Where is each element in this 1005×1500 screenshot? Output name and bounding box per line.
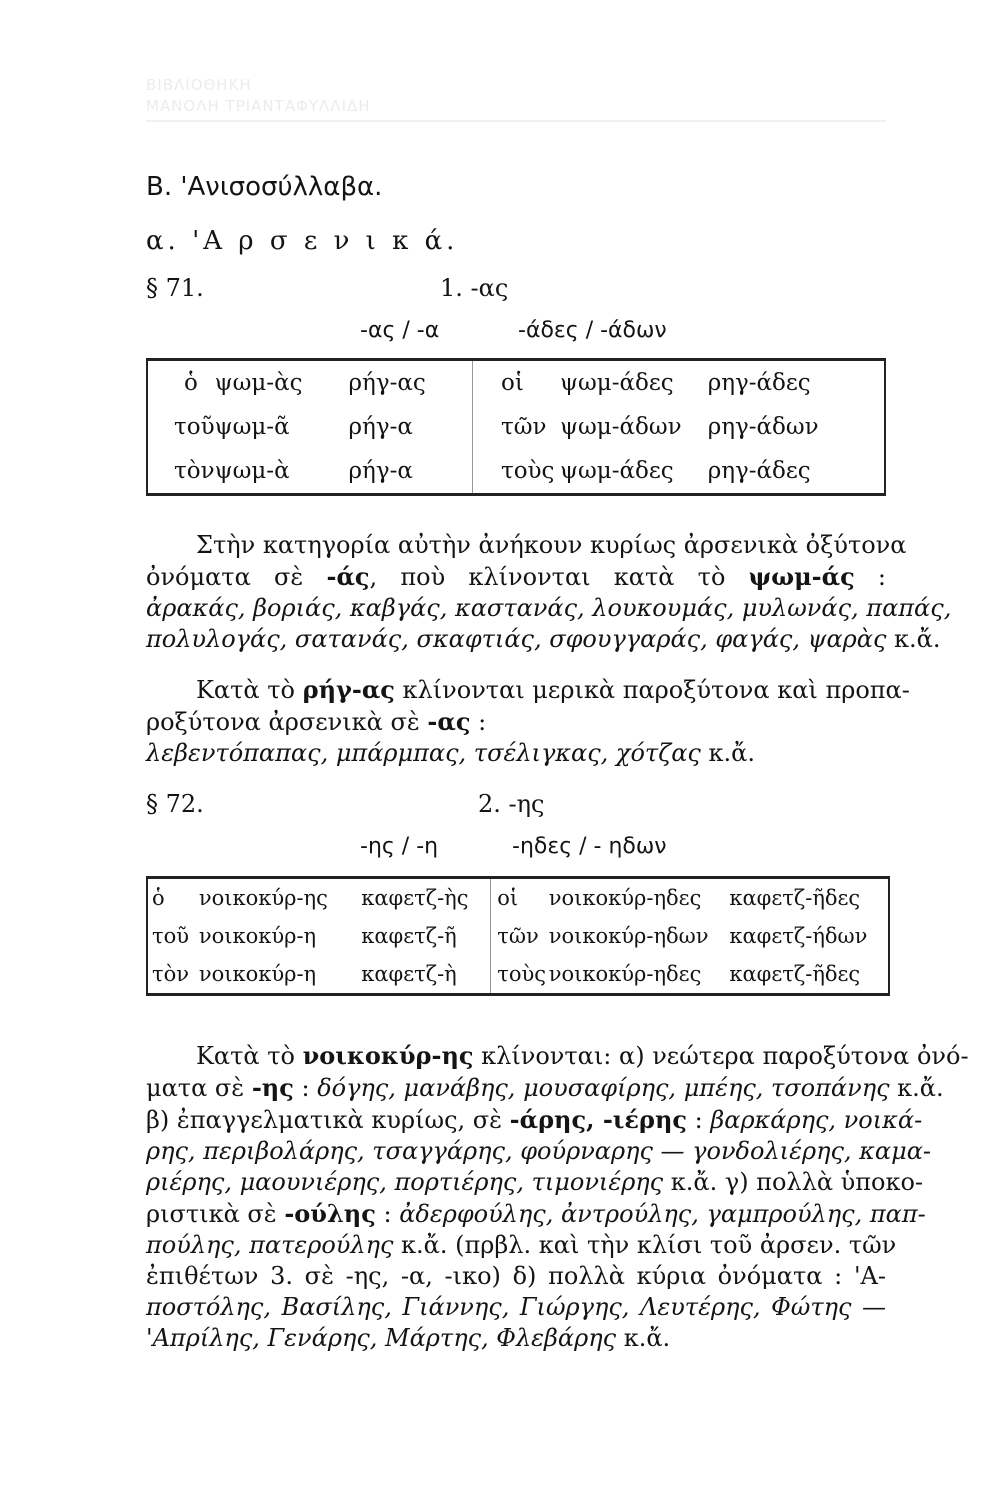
word-cell: ρηγ-άδων xyxy=(707,414,819,440)
text-line: λεβεντόπαπας, μπάρμπας, τσέλιγκας, χότζας κ.ἄ. xyxy=(146,739,755,767)
article-cell: τοὺς xyxy=(500,458,555,484)
article-cell: ὁ xyxy=(184,370,198,396)
word-cell: νοικοκύρ-η xyxy=(198,924,317,948)
declension-label-2: 2. -ης xyxy=(478,790,545,818)
word-cell: ρηγ-άδες xyxy=(707,370,811,396)
text-line: πούλης, πατερούλης κ.ἄ. (πρβλ. καὶ τὴν κλίσι τοῦ ἀρσεν. τῶν xyxy=(146,1231,897,1259)
plural-endings-header: -άδες / -άδων xyxy=(518,318,667,343)
word-cell: καφετζ-ὴς xyxy=(361,878,491,918)
text-line: ρης, περιβολάρης, τσαγγάρης, φούρναρης — γονδολιέρης, καμα- xyxy=(146,1137,932,1165)
word-cell: νοικοκύρ-ης xyxy=(198,886,328,910)
word-cell: καφετζ-ῆδες xyxy=(729,962,861,986)
text-line: β) ἐπαγγελματικὰ κυρίως, σὲ -άρης, -ιέρης : βαρκάρης, νοικά- xyxy=(146,1105,923,1134)
paragraph-number-72: § 72. xyxy=(146,790,204,818)
singular-endings-header: -ης / -η xyxy=(360,834,439,859)
plural-endings-header: -ηδες / - ηδων xyxy=(512,834,667,859)
paragraph-number-71: § 71. xyxy=(146,274,204,302)
word-cell: νοικοκύρ-η xyxy=(198,962,317,986)
paragraph-as-oxytone xyxy=(146,530,952,655)
word-cell: νοικοκύρ-ηδων xyxy=(548,924,709,948)
text-line: ποστόλης, Βασίλης, Γιάννης, Γιώργης, Λευτέρης, Φώτης — xyxy=(146,1293,886,1321)
ghost-rule xyxy=(146,120,886,122)
table-row xyxy=(147,449,885,495)
subsection-title: α. 'Α ρ σ ε ν ι κ ά. xyxy=(146,226,459,256)
paragraph-as-paroxytone xyxy=(146,674,910,769)
word-cell: καφετζ-ὴ xyxy=(361,955,491,995)
text-line: Κατὰ τὸ νοικοκύρ-ης κλίνονται: α) νεώτερα παροξύτονα ὀνό- xyxy=(196,1041,969,1070)
word-cell: νοικοκύρ-ηδες xyxy=(548,962,702,986)
article-cell: οἱ xyxy=(497,886,519,910)
word-cell: ψωμ-ᾶ xyxy=(214,414,290,440)
table-row xyxy=(147,405,885,449)
table-row xyxy=(147,917,889,955)
word-cell: ψωμ-ὰς xyxy=(214,370,303,396)
table-row xyxy=(147,360,885,406)
article-cell: οἱ xyxy=(500,370,524,396)
word-cell: ψωμ-άδες xyxy=(559,458,674,484)
text-line: 'Απρίλης, Γενάρης, Μάρτης, Φλεβάρης κ.ἄ. xyxy=(146,1324,671,1352)
text-line: Κατὰ τὸ ρήγ-ας κλίνονται μερικὰ παροξύτονα καὶ προπα- xyxy=(196,675,910,704)
ghost-header-line2: ΜΑΝΟΛΗ ΤΡΙΑΝΤΑΦΥΛΛΙΔΗ xyxy=(146,97,371,115)
word-cell: ψωμ-άδες xyxy=(559,370,674,396)
text-line: ριέρης, μαουνιέρης, πορτιέρης, τιμονιέρης κ.ἄ. γ) πολλὰ ὑποκο- xyxy=(146,1168,924,1196)
article-cell: ὁ xyxy=(152,886,165,910)
word-cell: ψωμ-άδων xyxy=(559,414,682,440)
word-cell: καφετζ-ῆδες xyxy=(729,886,861,910)
word-cell: ρήγ-α xyxy=(349,405,473,449)
text-line: ριστικὰ σὲ -ούλης : ἀδερφούλης, ἀντρούλης, γαμπρούλης, παπ- xyxy=(146,1199,926,1228)
text-line: ματα σὲ -ης : δόγης, μανάβης, μουσαφίρης, μπέης, τσοπάνης κ.ἄ. xyxy=(146,1073,944,1102)
article-cell: τοῦ xyxy=(152,924,190,948)
paradigm-table-is xyxy=(146,876,890,996)
word-cell: ψωμ-ὰ xyxy=(214,458,290,484)
word-cell: ρήγ-ας xyxy=(349,360,473,406)
text-line: πολυλογάς, σατανάς, σκαφτιάς, σφουγγαράς, φαγάς, ψαρὰς κ.ἄ. xyxy=(146,625,941,653)
word-cell: καφετζ-ῆ xyxy=(361,917,491,955)
section-title: Β. 'Ανισοσύλλαβα. xyxy=(146,172,383,202)
declension-label-1: 1. -ας xyxy=(440,274,509,302)
word-cell: καφετζ-ήδων xyxy=(729,924,868,948)
article-cell: τοὺς xyxy=(497,962,547,986)
word-cell: ρήγ-α xyxy=(349,449,473,495)
text-line: ἐπιθέτων 3. σὲ -ης, -α, -ικο) δ) πολλὰ κύρια ὀνόματα : 'Α- xyxy=(146,1262,886,1290)
word-cell: ρηγ-άδες xyxy=(707,458,811,484)
paragraph-is-nouns xyxy=(146,1040,969,1354)
article-cell: τὸν xyxy=(174,458,215,484)
ghost-header-line1: ΒΙΒΛΙΟΘΗΚΗ xyxy=(146,76,252,94)
text-line: ροξύτονα ἀρσενικὰ σὲ -ας : xyxy=(146,707,487,736)
text-line: Στὴν κατηγορία αὐτὴν ἀνήκουν κυρίως ἀρσενικὰ ὀξύτονα xyxy=(196,531,907,559)
article-cell: τοῦ xyxy=(174,414,215,440)
table-row xyxy=(147,878,889,918)
text-line: ἀρακάς, βοριάς, καβγάς, καστανάς, λουκουμάς, μυλωνάς, παπάς, xyxy=(146,594,952,622)
table-row xyxy=(147,955,889,995)
article-cell: τῶν xyxy=(497,924,539,948)
article-cell: τῶν xyxy=(500,414,547,440)
paradigm-table-as xyxy=(146,358,886,496)
text-line: ὀνόματα σὲ -άς, ποὺ κλίνονται κατὰ τὸ ψωμ-άς : xyxy=(146,562,887,591)
word-cell: νοικοκύρ-ηδες xyxy=(548,886,702,910)
singular-endings-header: -ας / -α xyxy=(360,318,440,343)
article-cell: τὸν xyxy=(152,962,190,986)
